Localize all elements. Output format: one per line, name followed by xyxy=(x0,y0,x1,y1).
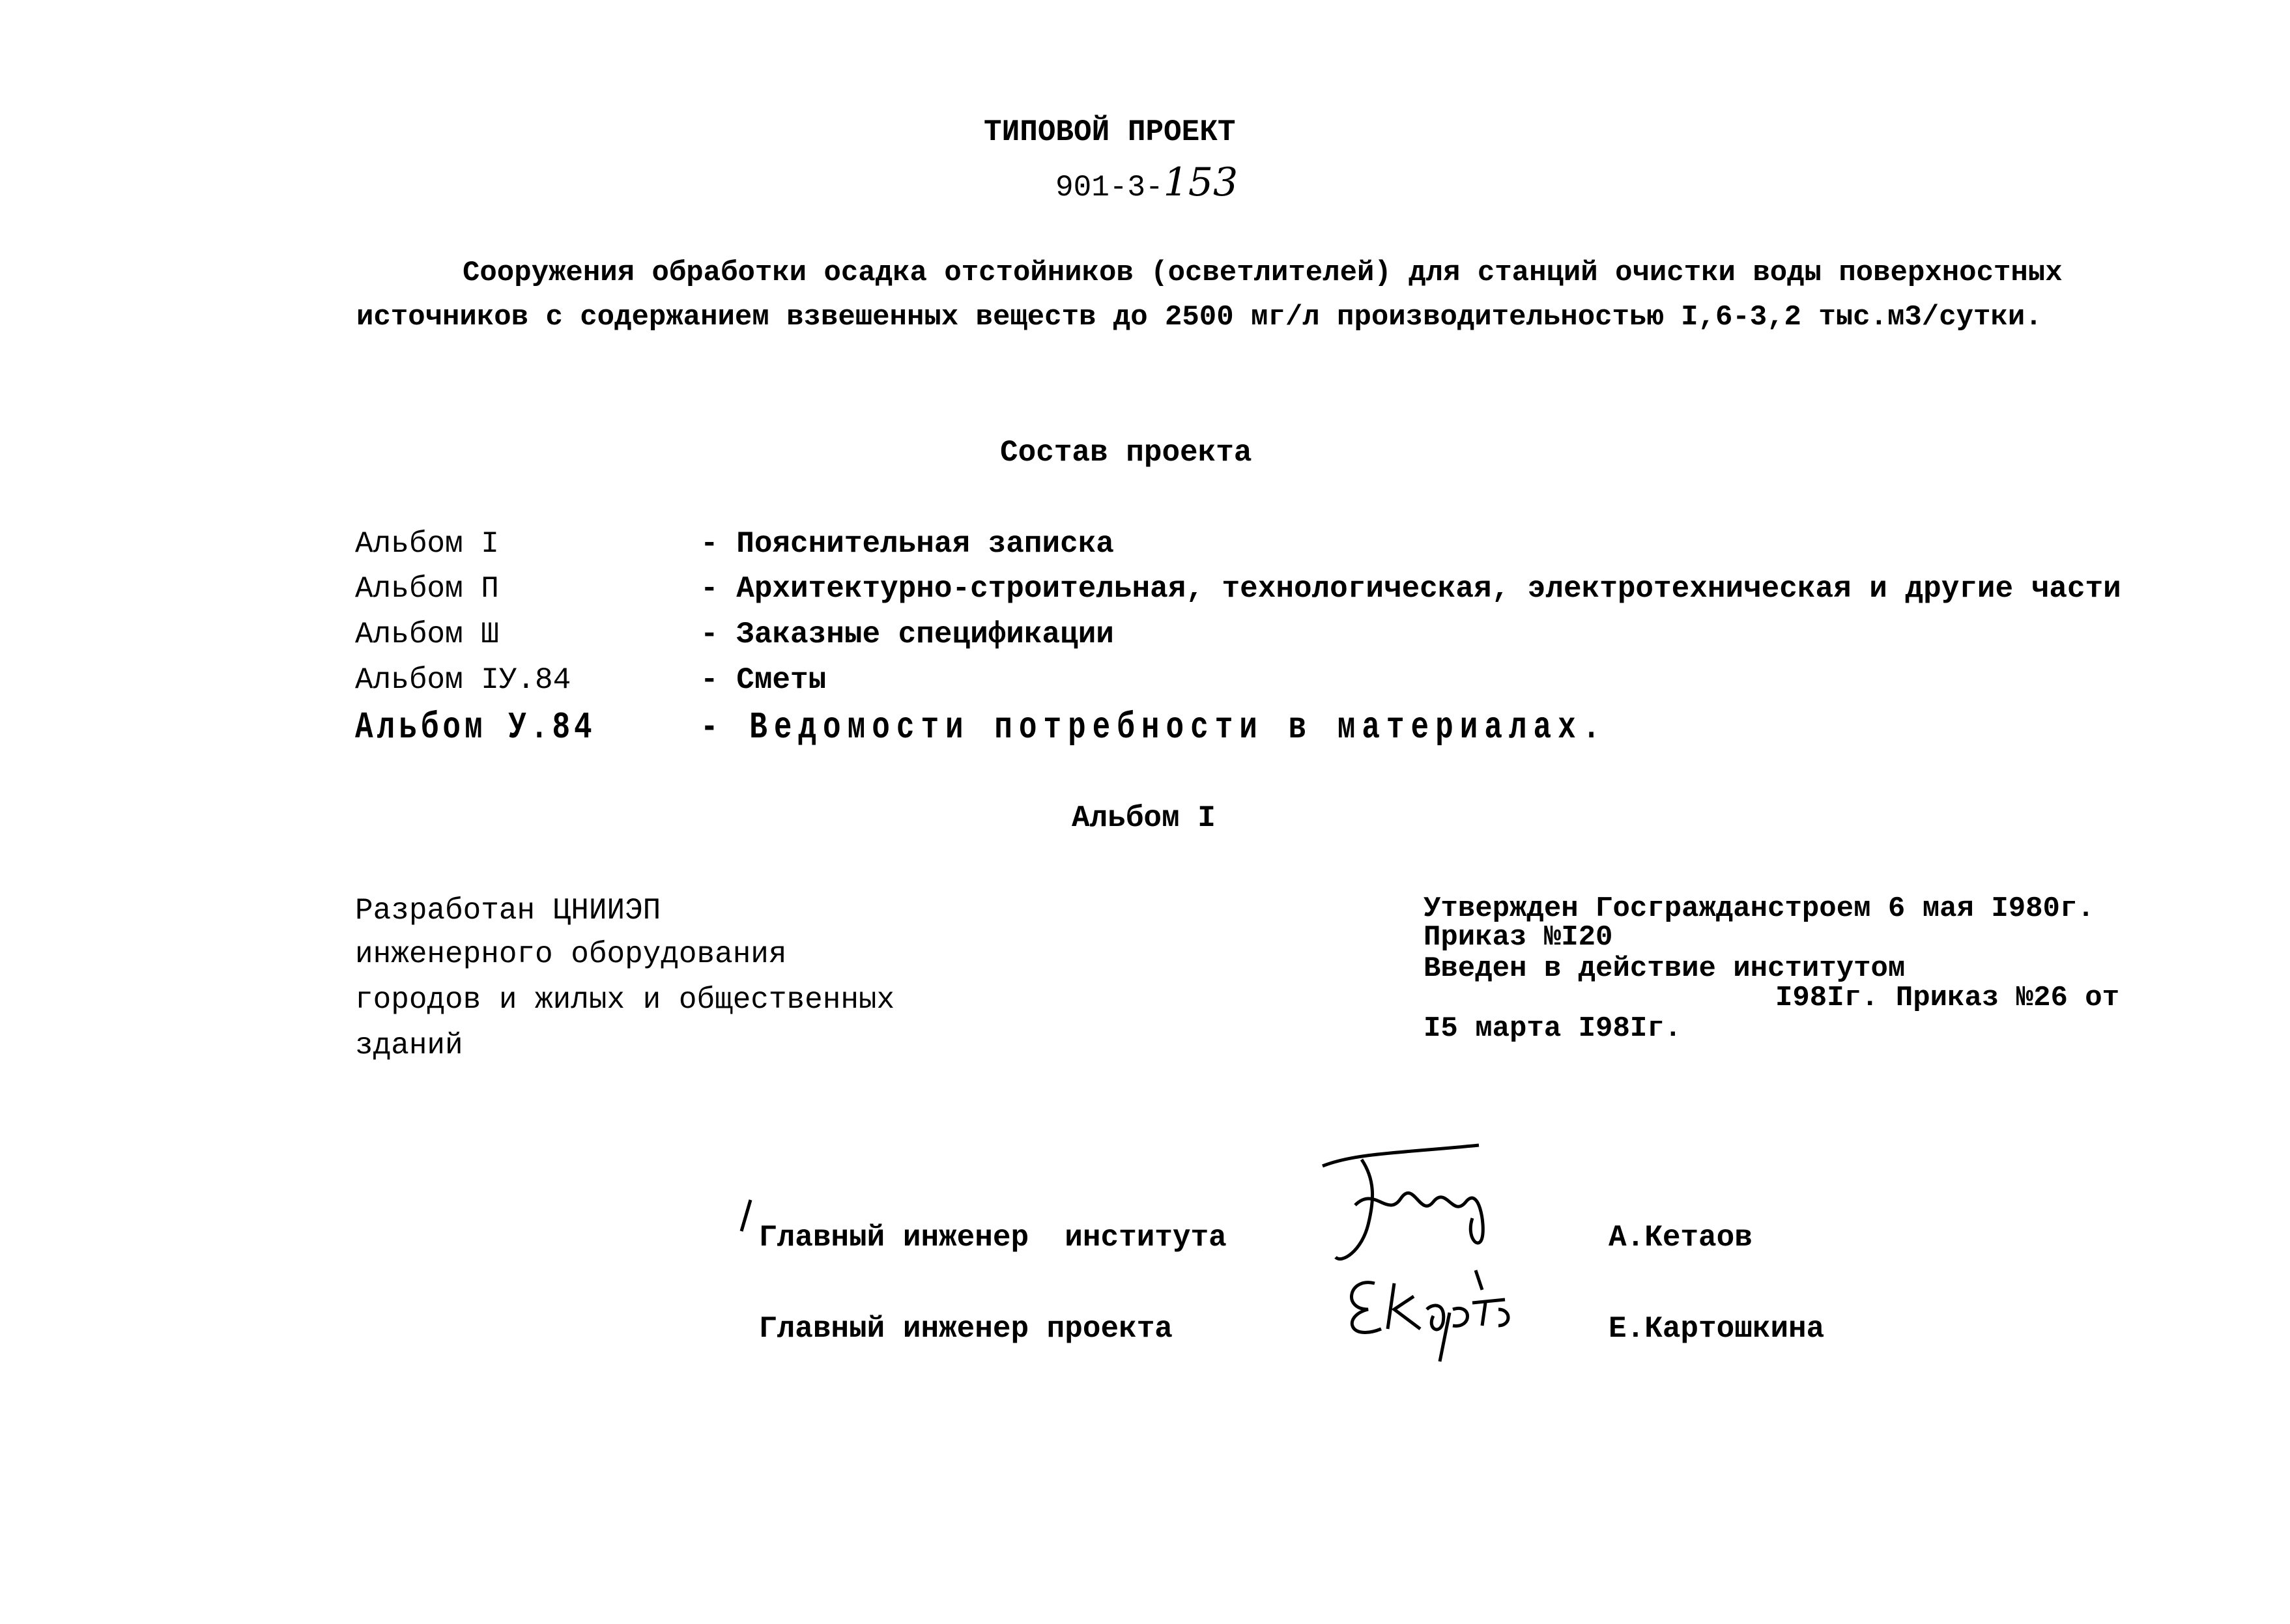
approval-line: I98Iг. Приказ №26 от xyxy=(1775,982,2120,1014)
developer-line: Разработан ЦНИИЭП xyxy=(355,894,661,928)
album-description: - Сметы xyxy=(700,663,827,697)
signature-role: Главный инженер института xyxy=(759,1221,1227,1255)
album-label-handwritten: Альбом У.84 xyxy=(355,706,596,749)
developer-line: зданий xyxy=(355,1029,463,1062)
album-description: - Пояснительная записка xyxy=(700,527,1114,561)
album-description: - Архитектурно-строительная, технологическая, электротехническая и другие части xyxy=(700,572,2121,606)
album-description-handwritten: - Ведомости потребности в материалах. xyxy=(700,706,1607,749)
signature-kartoshkina xyxy=(1336,1264,1531,1368)
approval-line: I5 марта I98Iг. xyxy=(1424,1012,1682,1045)
album-label: Альбом IУ.84 xyxy=(355,663,571,697)
developer-line: инженерного оборудования xyxy=(355,937,787,971)
project-number xyxy=(1055,160,1238,205)
signature-role: Главный инженер проекта xyxy=(759,1312,1173,1346)
developer-line: городов и жилых и общественных xyxy=(355,983,895,1017)
approval-line: Введен в действие институтом xyxy=(1424,952,1906,985)
tick-mark-icon xyxy=(736,1199,756,1238)
description-line-1: Сооружения обработки осадка отстойников (осветлителей) для станций очистки воды поверхностных xyxy=(463,257,2063,289)
composition-heading: Состав проекта xyxy=(1000,436,1252,470)
project-number-prefix: 901-3- xyxy=(1055,171,1164,205)
description-line-2: источников с содержанием взвешенных веществ до 2500 мг/л производительностью I,6-3,2 тыс.м3/сутки. xyxy=(356,301,2042,334)
signer-name: А.Кетаов xyxy=(1609,1221,1753,1255)
album-description: - Заказные спецификации xyxy=(700,618,1114,651)
current-album: Альбом I xyxy=(1072,801,1216,835)
project-number-handwritten: 153 xyxy=(1163,160,1238,205)
approval-line: Приказ №I20 xyxy=(1424,921,1613,954)
approval-line: Утвержден Госгражданстроем 6 мая I980г. xyxy=(1424,892,2095,925)
album-label: Альбом I xyxy=(355,527,499,561)
document-title: ТИПОВОЙ ПРОЕКТ xyxy=(984,115,1236,149)
album-label: Альбом П xyxy=(355,572,499,606)
album-label: Альбом Ш xyxy=(355,618,499,651)
signer-name: Е.Картошкина xyxy=(1609,1312,1825,1346)
